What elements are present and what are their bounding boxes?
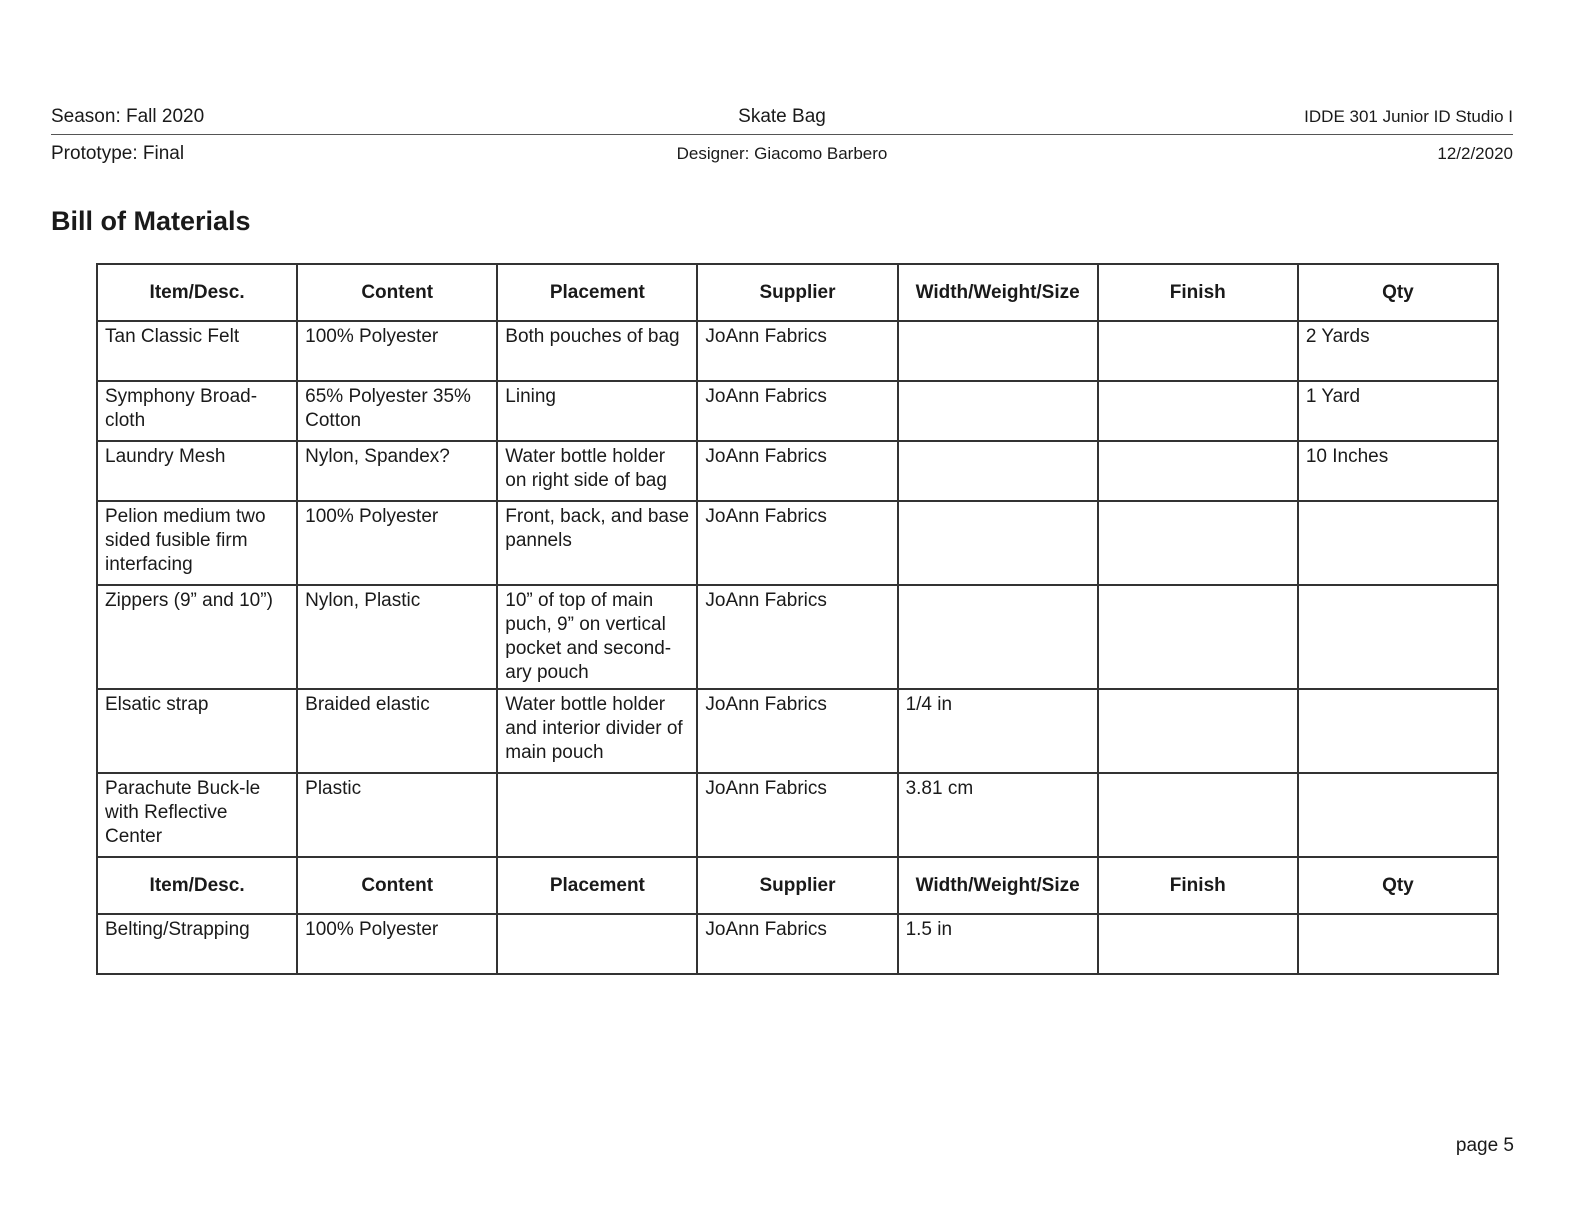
table-row: [97, 689, 1498, 773]
cell-supplier: JoAnn Fabrics: [697, 585, 897, 689]
cell-supplier: JoAnn Fabrics: [697, 914, 897, 974]
cell-placement: Water bottle holder on right side of bag: [497, 441, 697, 501]
table-row: [97, 585, 1498, 689]
column-header: Content: [297, 857, 497, 914]
cell-item: Zippers (9” and 10”): [97, 585, 297, 689]
cell-qty: 10 Inches: [1298, 441, 1498, 501]
cell-content: 100% Polyester: [297, 321, 497, 381]
cell-qty: [1298, 689, 1498, 773]
course-label: IDDE 301 Junior ID Studio I: [1304, 107, 1513, 126]
cell-finish: [1098, 381, 1298, 441]
cell-item: Pelion medium two sided fusible firm interfacing: [97, 501, 297, 585]
cell-qty: 1 Yard: [1298, 381, 1498, 441]
cell-finish: [1098, 689, 1298, 773]
cell-size: 3.81 cm: [898, 773, 1098, 857]
cell-placement: 10” of top of main puch, 9” on vertical pocket and second-ary pouch: [497, 585, 697, 689]
cell-qty: 2 Yards: [1298, 321, 1498, 381]
cell-placement: Front, back, and base pannels: [497, 501, 697, 585]
cell-finish: [1098, 773, 1298, 857]
bill-of-materials-table: [96, 263, 1499, 975]
header-row-top: [51, 104, 1513, 130]
cell-finish: [1098, 914, 1298, 974]
column-header: Width/Weight/Size: [898, 264, 1098, 321]
cell-item: Tan Classic Felt: [97, 321, 297, 381]
cell-supplier: JoAnn Fabrics: [697, 501, 897, 585]
cell-content: Nylon, Spandex?: [297, 441, 497, 501]
column-header: Finish: [1098, 857, 1298, 914]
cell-content: 100% Polyester: [297, 501, 497, 585]
column-header: Qty: [1298, 264, 1498, 321]
table-row: [97, 321, 1498, 381]
cell-supplier: JoAnn Fabrics: [697, 441, 897, 501]
cell-placement: Water bottle holder and interior divider of main pouch: [497, 689, 697, 773]
table-row: [97, 501, 1498, 585]
cell-placement: Lining: [497, 381, 697, 441]
table-row: [97, 381, 1498, 441]
cell-supplier: JoAnn Fabrics: [697, 689, 897, 773]
cell-item: Laundry Mesh: [97, 441, 297, 501]
cell-size: [898, 585, 1098, 689]
table-row: [97, 441, 1498, 501]
cell-size: [898, 441, 1098, 501]
date-label: 12/2/2020: [1437, 144, 1513, 163]
cell-item: Symphony Broad-cloth: [97, 381, 297, 441]
cell-placement: [497, 914, 697, 974]
cell-size: [898, 321, 1098, 381]
page-title: Bill of Materials: [51, 206, 251, 236]
column-header: Supplier: [697, 857, 897, 914]
cell-qty: [1298, 585, 1498, 689]
cell-content: 100% Polyester: [297, 914, 497, 974]
cell-supplier: JoAnn Fabrics: [697, 381, 897, 441]
cell-content: 65% Polyester 35% Cotton: [297, 381, 497, 441]
table-row: [97, 914, 1498, 974]
column-header: Placement: [497, 264, 697, 321]
cell-size: 1/4 in: [898, 689, 1098, 773]
column-header: Qty: [1298, 857, 1498, 914]
cell-item: Parachute Buck-le with Reflective Center: [97, 773, 297, 857]
table-row: [97, 773, 1498, 857]
cell-item: Elsatic strap: [97, 689, 297, 773]
cell-size: [898, 381, 1098, 441]
page-number: page 5: [1455, 1135, 1514, 1156]
header-row-bottom: [51, 141, 1513, 167]
designer-label: Designer: Giacomo Barbero: [676, 144, 888, 163]
cell-qty: [1298, 914, 1498, 974]
cell-finish: [1098, 321, 1298, 381]
season-label: Season: Fall 2020: [51, 106, 205, 127]
cell-placement: [497, 773, 697, 857]
column-header: Finish: [1098, 264, 1298, 321]
cell-finish: [1098, 501, 1298, 585]
cell-item: Belting/Strapping: [97, 914, 297, 974]
cell-size: 1.5 in: [898, 914, 1098, 974]
cell-supplier: JoAnn Fabrics: [697, 773, 897, 857]
column-header: Placement: [497, 857, 697, 914]
header-divider: [51, 134, 1513, 135]
table-header-row: [97, 264, 1498, 321]
column-header: Supplier: [697, 264, 897, 321]
cell-finish: [1098, 585, 1298, 689]
cell-qty: [1298, 773, 1498, 857]
product-name: Skate Bag: [738, 106, 826, 127]
cell-supplier: JoAnn Fabrics: [697, 321, 897, 381]
column-header: Content: [297, 264, 497, 321]
column-header: Item/Desc.: [97, 857, 297, 914]
prototype-label: Prototype: Final: [51, 143, 185, 164]
cell-content: Nylon, Plastic: [297, 585, 497, 689]
column-header: Width/Weight/Size: [898, 857, 1098, 914]
table-header-row-repeat: [97, 857, 1498, 914]
column-header: Item/Desc.: [97, 264, 297, 321]
cell-content: Plastic: [297, 773, 497, 857]
cell-placement: Both pouches of bag: [497, 321, 697, 381]
cell-size: [898, 501, 1098, 585]
cell-finish: [1098, 441, 1298, 501]
cell-content: Braided elastic: [297, 689, 497, 773]
cell-qty: [1298, 501, 1498, 585]
